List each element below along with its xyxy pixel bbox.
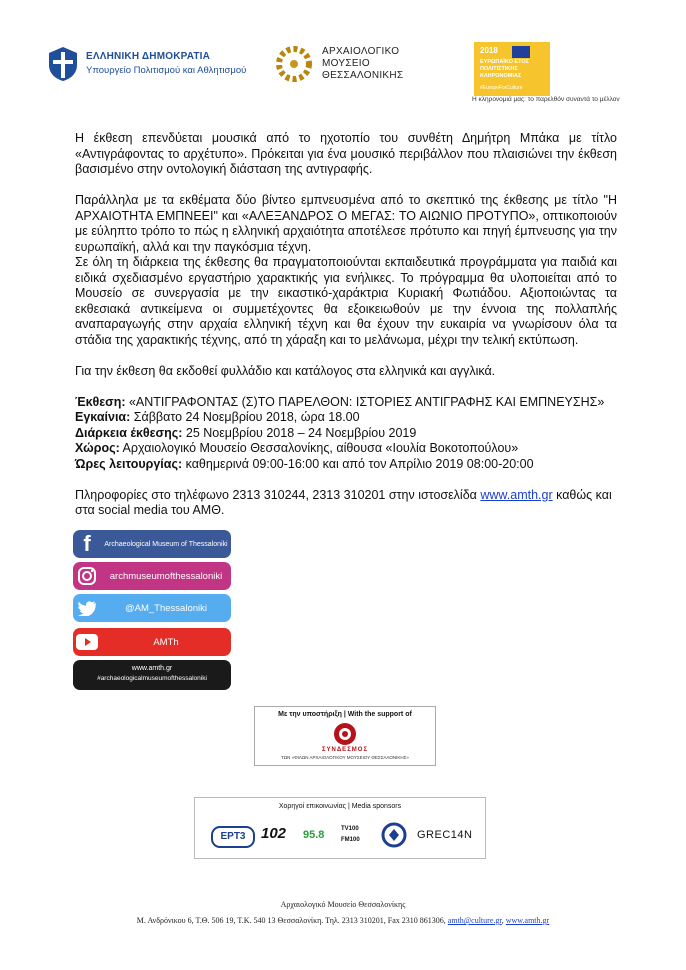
eu-title-1: ΕΥΡΩΠΑΪΚΟ ΕΤΟΣ — [480, 59, 529, 65]
fm100-label: FM100 — [341, 837, 360, 843]
tv100-label: TV100 — [341, 826, 359, 832]
eu-hashtag: #EuropeForCulture — [480, 85, 523, 91]
website-banner-hashtag: #archaeologicalmuseumofthessaloniki — [97, 675, 207, 682]
twitter-banner[interactable] — [73, 594, 231, 622]
website-banner-url: www.amth.gr — [131, 665, 173, 672]
ert-circle-logo-icon — [381, 822, 407, 848]
eu-title-3: ΚΛΗΡΟΝΟΜΙΑΣ — [480, 73, 522, 79]
radio-95-logo: 95.8 — [303, 829, 325, 841]
detail-opening: Εγκαίνια: Σάββατο 24 Νοεμβρίου 2018, ώρα 18.00 — [75, 410, 360, 424]
ministry-title: ΕΛΛΗΝΙΚΗ ΔΗΜΟΚΡΑΤΙΑ — [86, 51, 211, 62]
youtube-label: AMTh — [153, 636, 179, 648]
website-banner[interactable] — [73, 660, 231, 690]
eu-motto: Η κληρονομιά μας: το παρελθόν συναντά το μέλλον — [472, 96, 620, 103]
eu-title-2: ΠΟΛΙΤΙΣΤΙΚΗΣ — [480, 66, 518, 72]
tv100-fm100-logo — [341, 824, 371, 846]
paragraph-music: Η έκθεση επενδύεται μουσικά από το ηχοτοπίο του συνθέτη Δημήτρη Μπάκα με τίτλο «Αντιγράφοντας το αρχέτυπο». Πρόκειται για ένα μουσικό περιβάλλον που πλαισιώνει την έκθεση βασισμένο στην οντολογική διάσταση της αντιγραφής. — [75, 131, 617, 176]
media-sponsors-box — [194, 797, 486, 859]
eu-year: 2018 — [480, 46, 498, 55]
radio-102-logo: 102 — [261, 825, 287, 842]
museum-name-line3: ΘΕΣΣΑΛΟΝΙΚΗΣ — [322, 70, 404, 81]
facebook-label: Archaeological Museum of Thessaloniki — [104, 540, 228, 548]
ministry-subtitle: Υπουργείο Πολιτισμού και Αθλητισμού — [86, 65, 247, 76]
footer-address: Μ. Ανδρόνικου 6, Τ.Θ. 506 19, Τ.Κ. 540 13 Θεσσαλονίκη. Τηλ. 2313 310201, Fax 2310 861306, amth@culture.gr, www.amth.gr — [136, 916, 550, 925]
instagram-label: archmuseumofthessaloniki — [109, 570, 223, 582]
syndesmos-name: ΣΥΝΔΕΣΜΟΣ — [321, 747, 369, 753]
youtube-play-icon — [73, 628, 101, 656]
detail-exhibition: Έκθεση: «ΑΝΤΙΓΡΑΦΟΝΤΑΣ (Σ)ΤΟ ΠΑΡΕΛΘΟΝ: ΙΣΤΟΡΙΕΣ ΑΝΤΙΓΡΑΦΗΣ ΚΑΙ ΕΜΠΝΕΥΣΗΣ» — [75, 394, 605, 409]
footer-website-link[interactable]: www.amth.gr — [505, 916, 550, 925]
instagram-icon — [73, 562, 101, 590]
media-sponsors-title: Χορηγοί επικοινωνίας | Media sponsors — [278, 803, 402, 810]
paragraph-catalogue: Για την έκθεση θα εκδοθεί φυλλάδιο και κατάλογος στα ελληνικά και αγγλικά. — [75, 363, 496, 378]
detail-hours: Ώρες λειτουργίας: καθημερινά 09:00-16:00 και από τον Απρίλιο 2019 08:00-20:00 — [75, 456, 534, 471]
facebook-banner[interactable] — [73, 530, 231, 558]
museum-name-line2: ΜΟΥΣΕΙΟ — [322, 58, 370, 69]
eu-flag-icon — [512, 46, 530, 58]
press-release-body — [75, 131, 617, 519]
twitter-label: @AM_Thessaloniki — [125, 602, 207, 614]
footer-email-link[interactable]: amth@culture.gr — [447, 916, 502, 925]
syndesmos-emblem-icon — [333, 722, 357, 746]
support-title: Με την υποστήριξη | With the support of — [278, 711, 412, 718]
greek-emblem-icon — [46, 45, 80, 83]
museum-logo — [272, 42, 403, 86]
footer-org: Αρχαιολογικό Μουσείο Θεσσαλονίκης — [280, 900, 406, 909]
website-link[interactable]: www.amth.gr — [480, 487, 553, 502]
eu-heritage-logo — [474, 42, 550, 96]
museum-name-line1: ΑΡΧΑΙΟΛΟΓΙΚΟ — [322, 46, 400, 57]
ministry-logo — [46, 44, 246, 84]
ert3-logo: ΕΡΤ3 — [211, 826, 255, 848]
paragraph-info: Πληροφορίες στο τηλέφωνο 2313 310244, 2313 310201 στην ιστοσελίδα www.amth.gr καθώς και στα social media του ΑΜΘ. — [75, 487, 612, 517]
youtube-banner[interactable] — [73, 628, 231, 656]
wreath-icon — [272, 42, 316, 86]
support-box — [254, 706, 436, 766]
instagram-banner[interactable] — [73, 562, 231, 590]
grec14n-logo: GREC14N — [417, 829, 473, 841]
paragraph-videos: Παράλληλα με τα εκθέματα δύο βίντεο εμπνευσμένα από το σκεπτικό της έκθεσης με τίτλο "Η ΑΡΧΑΙΟΤΗΤΑ ΕΜΠΝΕΕΙ" και «ΑΛΕΞΑΝΔΡΟΣ Ο ΜΕΓΑΣ: ΤΟ ΑΙΩΝΙΟ ΠΡΟΤΥΠΟ», οπτικοποιούν με εύληπτο τρόπο το πώς η ελληνική αρχαιότητα αποτέλεσε πρότυπο και πηγή έμπνευσης για την ευρωπαϊκή, αλλά και την παγκόσμια τέχνη. — [75, 193, 617, 254]
syndesmos-subtitle: ΤΩΝ «ΦΙΛΩΝ ΑΡΧΑΙΟΛΟΓΙΚΟΥ ΜΟΥΣΕΙΟΥ ΘΕΣΣΑΛΟΝΙΚΗΣ» — [281, 755, 409, 760]
twitter-bird-icon — [73, 594, 101, 622]
paragraph-programs: Σε όλη τη διάρκεια της έκθεσης θα πραγματοποιούνται εκπαιδευτικά προγράμματα για παιδιά και ειδικά σχεδιασμένο εργαστήριο χαρακτικής για ενήλικες. Το πρόγραμμα θα υλοποιείται από το Μουσείο σε συνεργασία με την εικαστικό-χαράκτρια Κυριακή Φωτιάδου. Αξιοποιώντας τα εκθεσιακά αντικείμενα οι συμμετέχοντες θα εξοικειωθούν με την έννοια της πολλαπλής αναπαραγωγής στην αρχαία ελληνική τέχνη και θα έχουν την ευκαιρία να γνωρίσουν όλα τα στάδια της χαρακτικής τέχνης, από τη χάραξη και το μελάνωμα, μέχρι την τελική εκτύπωση. — [75, 255, 617, 347]
detail-duration: Διάρκεια έκθεσης: 25 Νοεμβρίου 2018 – 24 Νοεμβρίου 2019 — [75, 425, 417, 440]
facebook-icon: f — [83, 531, 91, 556]
detail-venue: Χώρος: Αρχαιολογικό Μουσείο Θεσσαλονίκης, αίθουσα «Ιουλία Βοκοτοπούλου» — [75, 441, 519, 455]
